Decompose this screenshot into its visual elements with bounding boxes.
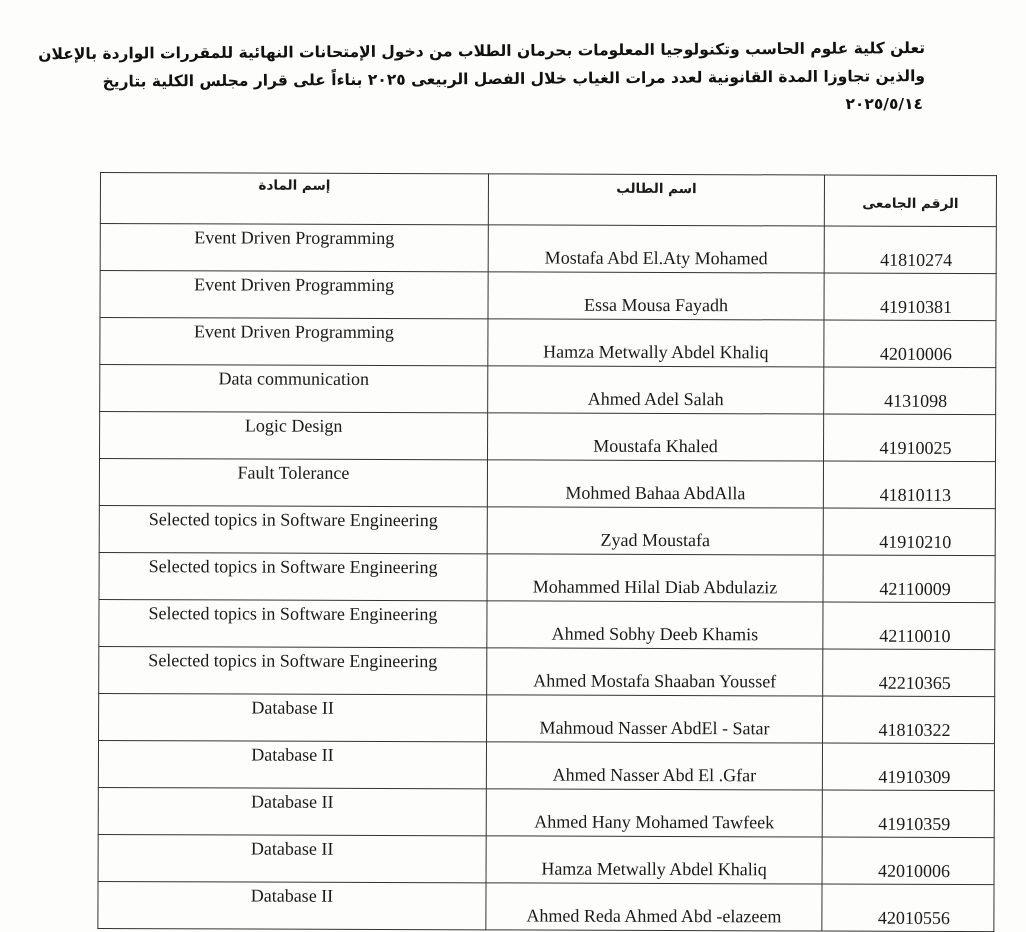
student-name-cell: [486, 836, 822, 884]
student-name-cell: [488, 272, 824, 320]
student-name-cell: [487, 648, 823, 696]
table-row: [99, 459, 995, 509]
subject-cell: [99, 459, 487, 507]
university-id-cell-text: 42010006: [878, 860, 951, 881]
university-id-cell-text: 41910359: [878, 813, 951, 834]
student-name-cell: [486, 789, 822, 837]
subject-cell-text: Data communication: [218, 368, 370, 389]
subject-cell-text: Event Driven Programming: [193, 321, 394, 343]
subject-cell-text: Database II: [250, 838, 334, 859]
university-id-cell: [822, 884, 994, 932]
university-id-cell: [824, 320, 996, 368]
announcement-heading: [38, 34, 926, 118]
university-id-cell-text: 41810113: [879, 484, 952, 505]
table-row: [99, 693, 995, 743]
university-id-cell-text: 42210365: [878, 672, 951, 693]
university-id-cell: [823, 414, 995, 462]
table-row: [100, 271, 996, 321]
student-name-cell-text: Essa Mousa Fayadh: [584, 294, 729, 316]
announcement-date: ٢٠٢٥/٥/١٤: [845, 95, 923, 113]
subject-cell: [100, 224, 488, 272]
subject-cell-text: Selected topics in Software Engineering: [148, 650, 438, 672]
table-row: [98, 881, 994, 931]
subject-cell: [98, 787, 486, 835]
subject-cell-text: Selected topics in Software Engineering: [148, 509, 438, 531]
subject-cell-text: Selected topics in Software Engineering: [148, 556, 438, 578]
subject-cell-text: Database II: [251, 744, 334, 765]
student-name-cell-text: Ahmed Sobhy Deeb Khamis: [551, 623, 759, 645]
university-id-cell-text: 42010556: [877, 907, 950, 928]
subject-cell-text: Logic Design: [244, 415, 343, 436]
student-name-cell-text: Ahmed Reda Ahmed Abd -elazeem: [526, 905, 782, 927]
header-student-name: اسم الطالب: [488, 174, 824, 226]
university-id-cell: [822, 790, 994, 838]
university-id-cell-text: 41810322: [878, 719, 951, 740]
university-id-cell: [822, 743, 994, 791]
announcement-line-2: والذين تجاوزا المدة القانونية لعدد مرات الغياب خلال الفصل الربيعى ٢٠٢٥ بناءاً على قرار مجلس الكلية بتاريخ: [102, 67, 926, 91]
subject-cell: [99, 505, 487, 553]
subject-cell-text: Database II: [250, 885, 334, 906]
university-id-cell: [823, 555, 995, 603]
subject-cell-text: Database II: [251, 697, 334, 718]
university-id-cell: [824, 273, 996, 321]
student-name-cell-text: Ahmed Mostafa Shaaban Youssef: [533, 670, 777, 692]
university-id-cell: [822, 837, 994, 885]
subject-cell: [99, 693, 487, 741]
header-subject-name: إسم المادة: [100, 173, 488, 225]
student-name-cell: [486, 742, 822, 790]
student-name-cell: [487, 695, 823, 743]
subject-cell-text: Selected topics in Software Engineering: [148, 603, 438, 625]
student-name-cell-text: Mahmoud Nasser AbdEl - Satar: [539, 717, 770, 739]
university-id-cell-text: 42010006: [879, 343, 952, 364]
university-id-cell: [823, 696, 995, 744]
subject-cell: [98, 740, 486, 788]
subject-cell: [100, 271, 488, 319]
subject-cell: [99, 646, 487, 694]
university-id-cell-text: 41910381: [879, 296, 953, 317]
subject-cell-text: Event Driven Programming: [194, 227, 395, 249]
table-row: [99, 646, 995, 696]
student-name-cell-text: Ahmed Nasser Abd El .Gfar: [552, 764, 757, 786]
subject-cell-text: Database II: [251, 791, 334, 812]
table-row: [99, 552, 995, 602]
table-header-row: [100, 173, 996, 227]
table-row: [99, 505, 995, 555]
university-id-cell-text: 41810274: [880, 249, 953, 270]
deprived-students-table: [97, 172, 997, 932]
subject-cell: [100, 365, 488, 413]
student-name-cell-text: Moustafa Khaled: [593, 435, 718, 457]
university-id-cell-text: 4131098: [884, 390, 948, 411]
subject-cell: [98, 881, 486, 929]
student-name-cell-text: Mohmed Bahaa AbdAlla: [565, 482, 746, 504]
student-name-cell-text: Mohammed Hilal Diab Abdulaziz: [532, 576, 778, 598]
table-row: [100, 224, 996, 274]
university-id-cell: [823, 649, 995, 697]
subject-cell: [99, 412, 487, 460]
subject-cell: [99, 552, 487, 600]
table-row: [100, 318, 996, 368]
student-name-cell: [487, 554, 823, 602]
student-name-cell: [486, 883, 822, 931]
table-row: [98, 787, 994, 837]
student-name-cell-text: Ahmed Adel Salah: [587, 388, 724, 410]
table-row: [98, 740, 994, 790]
student-name-cell-text: Hamza Metwally Abdel Khaliq: [543, 341, 769, 363]
student-name-cell: [487, 601, 823, 649]
subject-cell: [99, 599, 487, 647]
student-name-cell: [487, 413, 823, 461]
student-name-cell: [488, 225, 824, 273]
university-id-cell: [823, 461, 995, 509]
university-id-cell: [823, 508, 995, 556]
student-name-cell-text: Zyad Moustafa: [600, 529, 710, 551]
header-university-id: الرقم الجامعى: [824, 175, 996, 227]
university-id-cell: [823, 602, 995, 650]
university-id-cell-text: 42110010: [879, 625, 951, 646]
table-row: [100, 365, 996, 415]
student-name-cell-text: Hamza Metwally Abdel Khaliq: [541, 858, 767, 880]
university-id-cell: [824, 226, 996, 274]
student-name-cell: [488, 366, 824, 414]
student-name-cell-text: Ahmed Hany Mohamed Tawfeek: [534, 811, 775, 833]
university-id-cell-text: 42110009: [879, 578, 951, 599]
subject-cell-text: Fault Tolerance: [237, 462, 350, 483]
university-id-cell-text: 41910309: [878, 766, 951, 787]
table-row: [99, 412, 995, 462]
announcement-line-1: تعلن كلية علوم الحاسب وتكنولوجيا المعلومات بحرمان الطلاب من دخول الإمتحانات النهائية للمقررات الواردة بالإعلان: [38, 39, 926, 64]
subject-cell: [98, 834, 486, 882]
university-id-cell-text: 41910025: [879, 437, 952, 458]
student-name-cell: [487, 460, 823, 508]
student-name-cell: [487, 507, 823, 555]
subject-cell-text: Event Driven Programming: [194, 274, 395, 296]
table-row: [99, 599, 995, 649]
subject-cell: [100, 318, 488, 366]
student-name-cell: [488, 319, 824, 367]
university-id-cell-text: 41910210: [879, 531, 952, 552]
table-row: [98, 834, 994, 884]
university-id-cell: [824, 367, 996, 415]
student-name-cell-text: Mostafa Abd El.Aty Mohamed: [544, 247, 768, 269]
